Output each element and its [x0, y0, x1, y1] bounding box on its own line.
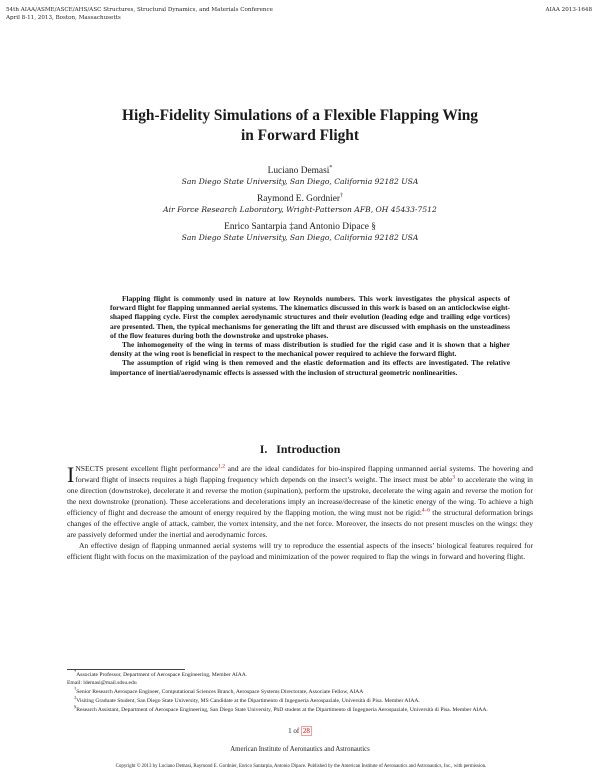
- footnote: *Associate Professor, Department of Aerospace Engineering, Member AIAA. Email: ldemasi@mail.sdsu.edu: [67, 669, 248, 686]
- citation-link[interactable]: 3: [452, 474, 456, 481]
- abstract-paragraph: Flapping flight is commonly used in nature at low Reynolds numbers. This work investigates the physical aspects of forward flight for flapping unmanned aerial systems. The kinematics discussed in this work is based on an anticlockwise eight-shaped flapping cycle. First the complex aerodynamic structures and their evolution (leading edge and trailing edge vortices) are presented. Then, the typical mechanisms for generating the lift and thrust are discussed with emphasis on the unsteadiness of the flow features during both the downstroke and upstroke phases.: [110, 294, 510, 340]
- page-number: 1 of 28: [288, 727, 310, 735]
- author-mark: *: [329, 165, 333, 171]
- author-block: [0, 218, 600, 243]
- body-paragraph: INSECTS present excellent flight performance$^{1,2}$ and are the ideal candidates for bio-inspired flapping unmanned aerial systems. The hovering and forward flight of insects requires a high flapping frequency which depends on the insect’s weight. The insect must be able$^3$ to accelerate the wing in one direction (downstroke), decelerate it and reverse the motion (supination), perform the upstroke, decelerate the wing again and reverse the motion for the next downstroke (pronation). These accelerations and decelerations imply an increase/decrease of the kinetic energy of the wing. To achieve a high efficiency of flight and decrease the amount of energy required by the flapping motion, the wing must not be rigid:$^{4-6}$ the structural deformation brings changes of the effective angle of attack, camber, the vortex intensity, and the net force. Moreover, the insects do not present muscles on the wings: they are passively deformed under the inertial and aerodynamic forces.: [67, 462, 533, 539]
- section-title: Introduction: [276, 442, 341, 456]
- author-affiliation: Air Force Research Laboratory, Wright-Patterson AFB, OH 45433-7512: [163, 205, 437, 215]
- author-affiliation: San Diego State University, San Diego, California 92182 USA: [181, 233, 419, 243]
- section-number: I.: [259, 442, 268, 456]
- author-affiliation: San Diego State University, San Diego, California 92182 USA: [181, 177, 419, 187]
- drop-cap: I: [67, 462, 75, 487]
- footnote-rule: [67, 669, 185, 670]
- running-header: [6, 7, 273, 22]
- author-name: Luciano Demasi: [267, 166, 330, 177]
- citation-link[interactable]: 1,2: [218, 463, 225, 470]
- footnote: ‡Visiting Graduate Student, San Diego State University, MS Candidate at the Dipartimento di Ingegneria Aerospaziale, Università di Pisa. Member AIAA.: [74, 694, 420, 704]
- section-heading: [0, 442, 600, 457]
- publisher-footer: American Institute of Aeronautics and Astronautics: [230, 746, 370, 753]
- title-line-1: High-Fidelity Simulations of a Flexible Flapping Wing: [121, 107, 479, 124]
- author-block: [0, 162, 600, 187]
- introduction-body: [67, 463, 533, 562]
- title-line-2: in Forward Flight: [241, 127, 359, 144]
- footnote: §Research Assistant, Department of Aerospace Engineering, San Diego State University, PhD student at the Dipartimento di Ingegneria Aerospaziale, Università di Pisa. Member AIAA.: [74, 703, 488, 713]
- conference-dates: April 8-11, 2013, Boston, Massachusetts: [6, 14, 121, 21]
- footnote: †Senior Research Aerospace Engineer, Computational Sciences Branch, Aerospace Systems Directorate, Associate Fellow, AIAA: [74, 685, 364, 695]
- author-list: [0, 162, 600, 246]
- author-block: [0, 190, 600, 215]
- total-pages-link[interactable]: 28: [302, 727, 310, 735]
- abstract: [110, 294, 510, 377]
- author-mark: †: [340, 193, 344, 200]
- abstract-paragraph: The inhomogeneity of the wing in terms of mass distribution is studied for the rigid case and it is shown that a higher density at the wing root is beneficial in respect to the mechanical power required to achieve the forward flight.: [110, 340, 510, 359]
- citation-link[interactable]: 4–6: [421, 507, 430, 514]
- footnotes: [67, 669, 533, 716]
- author-name: Raymond E. Gordnier: [256, 194, 341, 205]
- paper-id: AIAA 2013-1648: [545, 7, 592, 13]
- footnote-email: Email: ldemasi@mail.sdsu.edu: [67, 679, 137, 686]
- body-paragraph: An effective design of flapping unmanned aerial systems will try to reproduce the essential aspects of the insects’ biological features required for efficient flight with focus on the maximization of the payload and minimization of the power required to flap the wings in forward and hovering flight.: [67, 541, 533, 561]
- conference-name: 54th AIAA/ASME/ASCE/AHS/ASC Structures, Structural Dynamics, and Materials Conference: [6, 7, 273, 13]
- abstract-paragraph: The assumption of rigid wing is then removed and the elastic deformation and its effects are investigated. The relative importance of inertial/aerodynamic effects is assessed with the inclusion of structural geometric nonlinearities.: [110, 358, 510, 377]
- author-name: Enrico Santarpia ‡and Antonio Dipace §: [224, 222, 376, 233]
- paper-title: [0, 106, 600, 146]
- copyright-notice: Copyright © 2013 by Luciano Demasi, Raymond E. Gordnier, Enrico Santarpia, Antonio Dipace. Published by the American Institute of Aeronautics and Astronautics, Inc., with permission.: [115, 764, 487, 769]
